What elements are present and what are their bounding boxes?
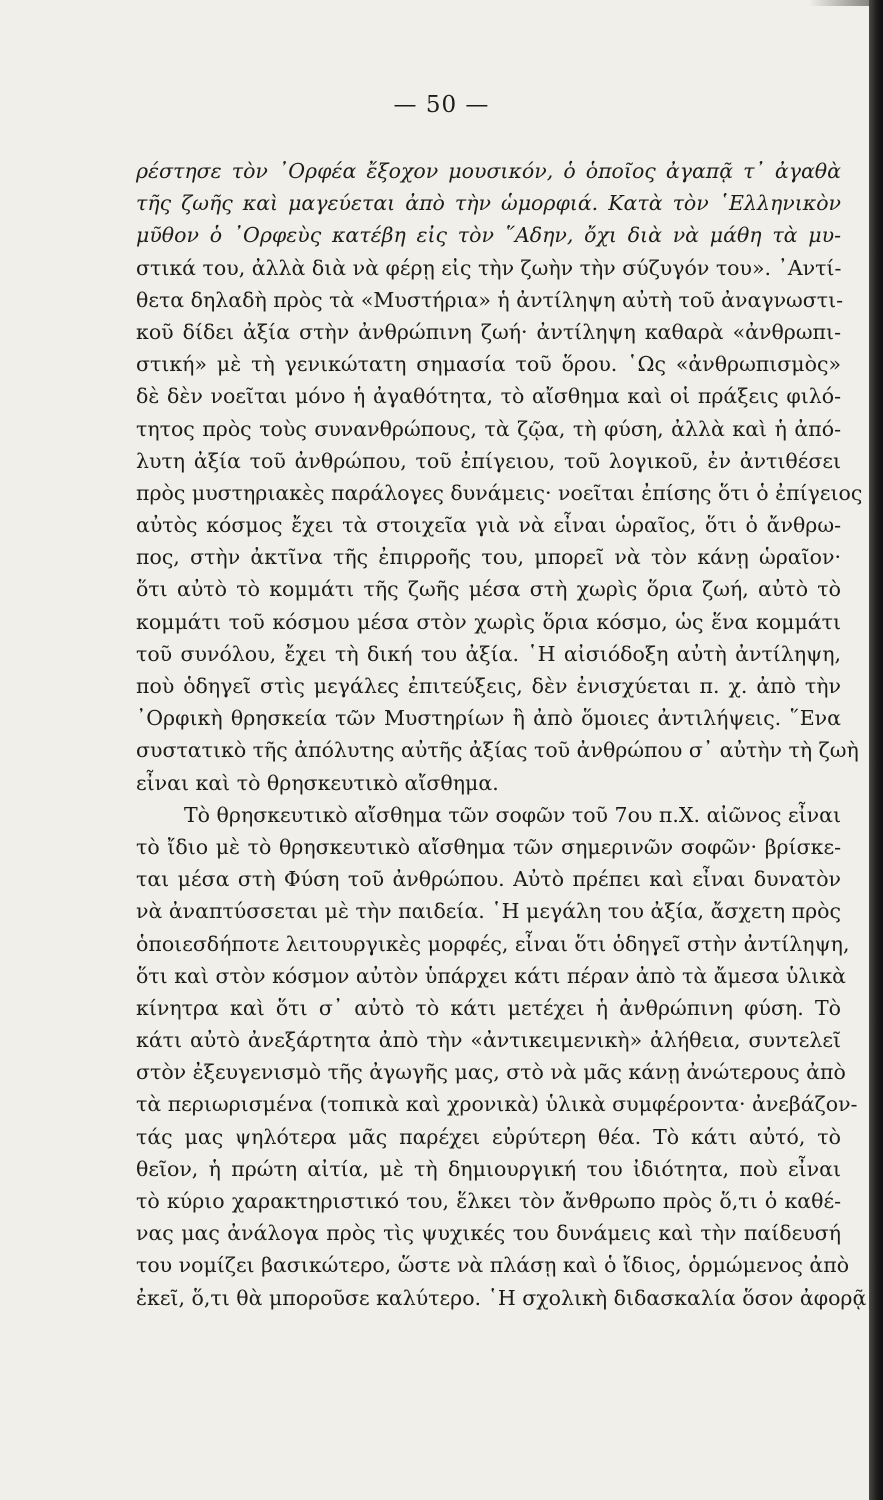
text-line: κομμάτι τοῦ κόσμου μέσα στὸν χωρὶς ὅρια κόσμο, ὡς ἕνα κομμάτι (136, 609, 841, 634)
text-line: κοῦ δίδει ἀξία στὴν ἀνθρώπινη ζωή· ἀντίληψη καθαρὰ «ἀνθρωπι- (136, 319, 841, 344)
text-line: τοῦ συνόλου, ἔχει τὴ δική του ἀξία. ῾Η αἰσιόδοξη αὐτὴ ἀντίληψη, (136, 641, 841, 666)
page-binding-edge (869, 0, 883, 1500)
text-line: Τὸ θρησκευτικὸ αἴσθημα τῶν σοφῶν τοῦ 7ου π.Χ. αἰῶνος εἶναι (184, 802, 841, 827)
text-line: πρὸς μυστηριακὲς παράλογες δυνάμεις· νοεῖται ἐπίσης ὅτι ὁ ἐπίγειος (136, 480, 863, 505)
text-line: ἐκεῖ, ὅ,τι θὰ μποροῦσε καλύτερο. ῾Η σχολικὴ διδασκαλία ὅσον ἀφορᾷ (136, 1285, 867, 1310)
text-line: ται μέσα στὴ Φύση τοῦ ἀνθρώπου. Αὐτὸ πρέπει καὶ εἶναι δυνατὸν (136, 867, 841, 892)
text-line: νας μας ἀνάλογα πρὸς τὶς ψυχικές του δυνάμεις καὶ τὴν παίδευσή (136, 1221, 841, 1246)
text-line: τὰ περιωρισμένα (τοπικὰ καὶ χρονικὰ) ὑλικὰ συμφέροντα· ἀνεβάζον- (136, 1092, 858, 1117)
text-line: θεῖον, ἡ πρώτη αἰτία, μὲ τὴ δημιουργική του ἰδιότητα, ποὺ εἶναι (136, 1156, 841, 1181)
text-line: πος, στὴν ἀκτῖνα τῆς ἐπιρροῆς του, μπορεῖ νὰ τὸν κάνῃ ὡραῖον· (136, 545, 841, 570)
text-line: τῆς ζωῆς καὶ μαγεύεται ἀπὸ τὴν ὡμορφιά. Κατὰ τὸν ῾Ελληνικὸν (136, 191, 841, 216)
text-line: νὰ ἀναπτύσσεται μὲ τὴν παιδεία. ῾Η μεγάλη του ἀξία, ἄσχετη πρὸς (136, 899, 841, 924)
text-line: συστατικὸ τῆς ἀπόλυτης αὐτῆς ἀξίας τοῦ ἀνθρώπου σ᾽ αὐτὴν τὴ ζωὴ (136, 738, 859, 763)
text-line: λυτη ἀξία τοῦ ἀνθρώπου, τοῦ ἐπίγειου, τοῦ λογικοῦ, ἐν ἀντιθέσει (136, 448, 841, 473)
page-edge-shadow (809, 0, 869, 6)
text-line: τὸ ἴδιο μὲ τὸ θρησκευτικὸ αἴσθημα τῶν σημερινῶν σοφῶν· βρίσκε- (136, 834, 841, 859)
text-line: τητος πρὸς τοὺς συνανθρώπους, τὰ ζῷα, τὴ φύση, ἀλλὰ καὶ ἡ ἀπό- (136, 416, 841, 441)
text-line: στική» μὲ τὴ γενικώτατη σημασία τοῦ ὅρου. ῾Ως «ἀνθρωπισμὸς» (136, 352, 841, 377)
text-line: ὅτι καὶ στὸν κόσμον αὐτὸν ὑπάρχει κάτι πέραν ἀπὸ τὰ ἄμεσα ὑλικὰ (136, 963, 846, 988)
text-line: ὁποιεσδήποτε λειτουργικὲς μορφές, εἶναι ὅτι ὁδηγεῖ στὴν ἀντίληψη, (136, 931, 850, 956)
text-line: του νομίζει βασικώτερο, ὥστε νὰ πλάσῃ καὶ ὁ ἴδιος, ὁρμώμενος ἀπὸ (136, 1253, 850, 1278)
text-line: ᾽Ορφικὴ θρησκεία τῶν Μυστηρίων ἢ ἀπὸ ὅμοιες ἀντιλήψεις. ῞Ενα (136, 706, 841, 731)
text-line: μῦθον ὁ ᾽Ορφεὺς κατέβη εἰς τὸν ῞Αδην, ὄχι διὰ νὰ μάθη τὰ μυ- (136, 223, 841, 248)
text-line: εἶναι καὶ τὸ θρησκευτικὸ αἴσθημα. (136, 770, 499, 795)
text-line: τάς μας ψηλότερα μᾶς παρέχει εὐρύτερη θέα. Τὸ κάτι αὐτό, τὸ (136, 1124, 841, 1149)
text-line: κίνητρα καὶ ὅτι σ᾽ αὐτὸ τὸ κάτι μετέχει ἡ ἀνθρώπινη φύση. Τὸ (136, 995, 841, 1020)
text-line: ὅτι αὐτὸ τὸ κομμάτι τῆς ζωῆς μέσα στὴ χωρὶς ὅρια ζωή, αὐτὸ τὸ (136, 577, 841, 602)
text-line: δὲ δὲν νοεῖται μόνο ἡ ἀγαθότητα, τὸ αἴσθημα καὶ οἱ πράξεις φιλό- (136, 384, 841, 409)
page-number: — 50 — (393, 92, 490, 118)
body-text (136, 155, 867, 1314)
text-line: κάτι αὐτὸ ἀνεξάρτητα ἀπὸ τὴν «ἀντικειμενικὴ» ἀλήθεια, συντελεῖ (136, 1028, 841, 1053)
text-line: τὸ κύριο χαρακτηριστικό του, ἕλκει τὸν ἄνθρωπο πρὸς ὅ,τι ὁ καθέ- (136, 1189, 841, 1213)
text-line: στικά του, ἀλλὰ διὰ νὰ φέρῃ εἰς τὴν ζωὴν τὴν σύζυγόν του». ᾽Αντί- (136, 255, 842, 280)
text-line: ρέστησε τὸν ᾽Ορφέα ἔξοχον μουσικόν, ὁ ὁποῖος ἀγαπᾷ τ᾽ ἀγαθὰ (136, 159, 841, 183)
text-line: στὸν ἐξευγενισμὸ τῆς ἀγωγῆς μας, στὸ νὰ μᾶς κάνῃ ἀνώτερους ἀπὸ (136, 1060, 846, 1085)
text-line: θετα δηλαδὴ πρὸς τὰ «Μυστήρια» ἡ ἀντίληψη αὐτὴ τοῦ ἀναγνωστι- (136, 287, 844, 312)
text-line: ποὺ ὁδηγεῖ στὶς μεγάλες ἐπιτεύξεις, δὲν ἐνισχύεται π. χ. ἀπὸ τὴν (136, 674, 841, 698)
text-line: αὐτὸς κόσμος ἔχει τὰ στοιχεῖα γιὰ νὰ εἶναι ὡραῖος, ὅτι ὁ ἄνθρω- (136, 513, 841, 538)
